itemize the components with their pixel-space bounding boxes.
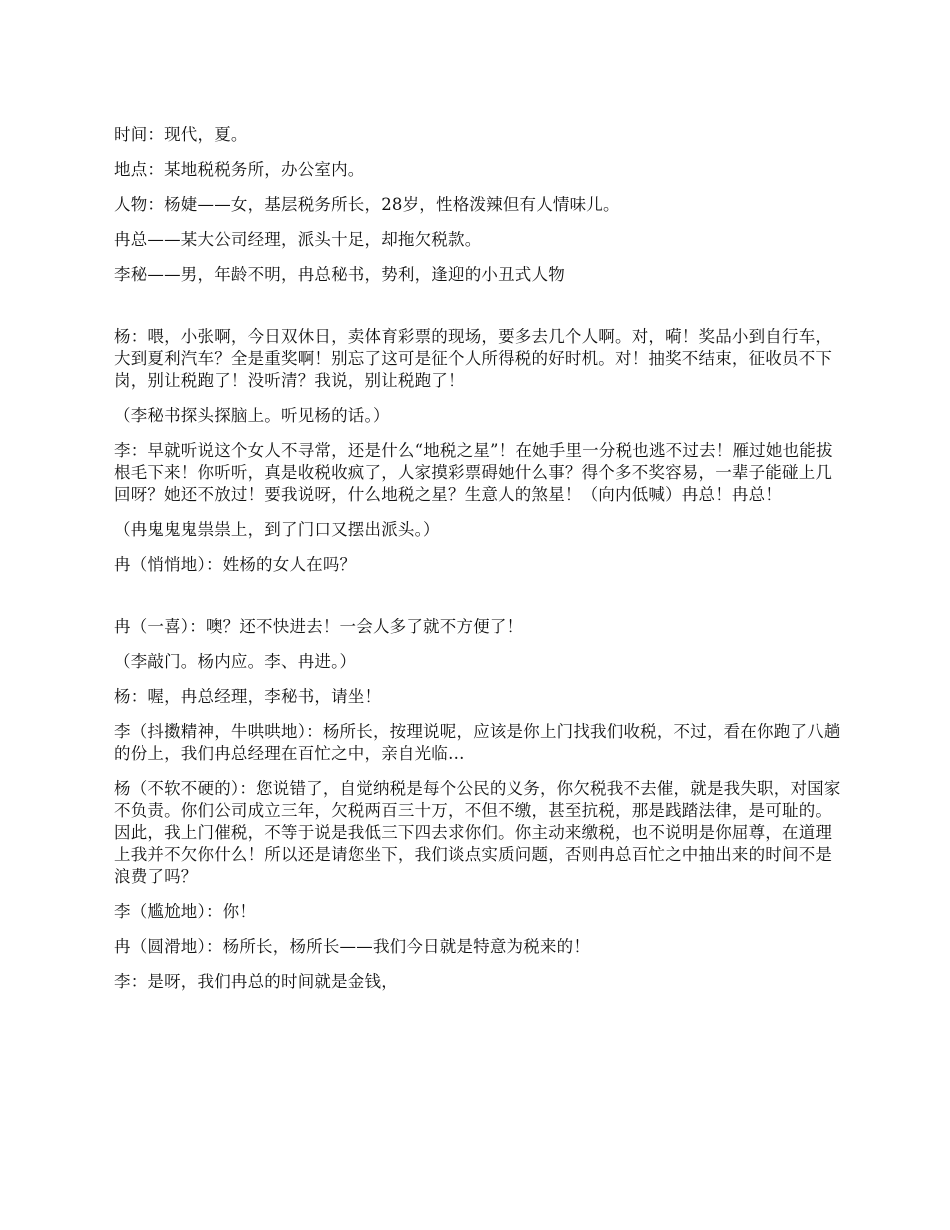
dialogue-paragraph: 李（尴尬地）：你！ <box>114 902 257 921</box>
header-character-li: 李秘——男，年龄不明，冉总秘书，势利，逢迎的小丑式人物 <box>114 265 565 284</box>
dialogue-paragraph: 李（抖擞精神，牛哄哄地）：杨所长，按理说呢，应该是你上门找我们收税，不过，看在你跑了八趟的份上，我们冉总经理在百忙之中，亲自光临… <box>114 722 841 763</box>
dialogue-paragraph: 冉（一喜）：噢？还不快进去！一会人多了就不方便了！ <box>114 617 524 636</box>
dialogue-paragraph: 冉（圆滑地）：杨所长，杨所长——我们今日就是特意为税来的！ <box>114 937 591 956</box>
document-page <box>114 124 844 1006</box>
dialogue-paragraph: 李：是呀，我们冉总的时间就是金钱， <box>114 972 398 991</box>
header-characters: 人物：杨婕——女，基层税务所长，28岁，性格泼辣但有人情味儿。 <box>114 195 620 214</box>
stage-direction: （李敲门。杨内应。李、冉进。） <box>114 652 357 671</box>
dialogue-paragraph: 冉（悄悄地）：姓杨的女人在吗？ <box>114 555 357 574</box>
dialogue-paragraph: 杨：喂，小张啊，今日双休日，卖体育彩票的现场，要多去几个人啊。对，嗬！奖品小到自行车，大到夏利汽车？全是重奖啊！别忘了这可是征个人所得税的好时机。对！抽奖不结束，征收员不下岗，别让税跑了！没听清？我说，别让税跑了！ <box>114 327 833 390</box>
stage-direction: （李秘书探头探脑上。听见杨的话。） <box>114 406 390 425</box>
dialogue-paragraph: 杨：喔，冉总经理，李秘书，请坐！ <box>114 687 382 706</box>
dialogue-paragraph: 杨（不软不硬的）：您说错了，自觉纳税是每个公民的义务，你欠税我不去催，就是我失职，对国家不负责。你们公司成立三年，欠税两百三十万，不但不缴，甚至抗税，那是践踏法律，是可耻的。因此，我上门催税，不等于说是我低三下四去求你们。你主动来缴税，也不说明是你屈尊，在道理上我并不欠你什么！所以还是请您坐下，我们谈点实质问题，否则冉总百忙之中抽出来的时间不是浪费了吗？ <box>114 779 841 886</box>
header-character-ran: 冉总——某大公司经理，派头十足，却拖欠税款。 <box>114 230 482 249</box>
stage-direction: （冉鬼鬼鬼祟祟上，到了门口又摆出派头。） <box>114 520 440 539</box>
header-place: 地点：某地税税务所，办公室内。 <box>114 160 365 179</box>
header-time: 时间：现代，夏。 <box>114 125 248 144</box>
dialogue-paragraph: 李：早就听说这个女人不寻常，还是什么“地税之星”！在她手里一分税也逃不过去！雁过她也能拔根毛下来！你听听，真是收税收疯了，人家摸彩票碍她什么事？得个多不奖容易，一辈子能碰上几回呀？她还不放过！要我说呀，什么地税之星？生意人的煞星！（向内低喊）冉总！冉总！ <box>114 441 833 504</box>
